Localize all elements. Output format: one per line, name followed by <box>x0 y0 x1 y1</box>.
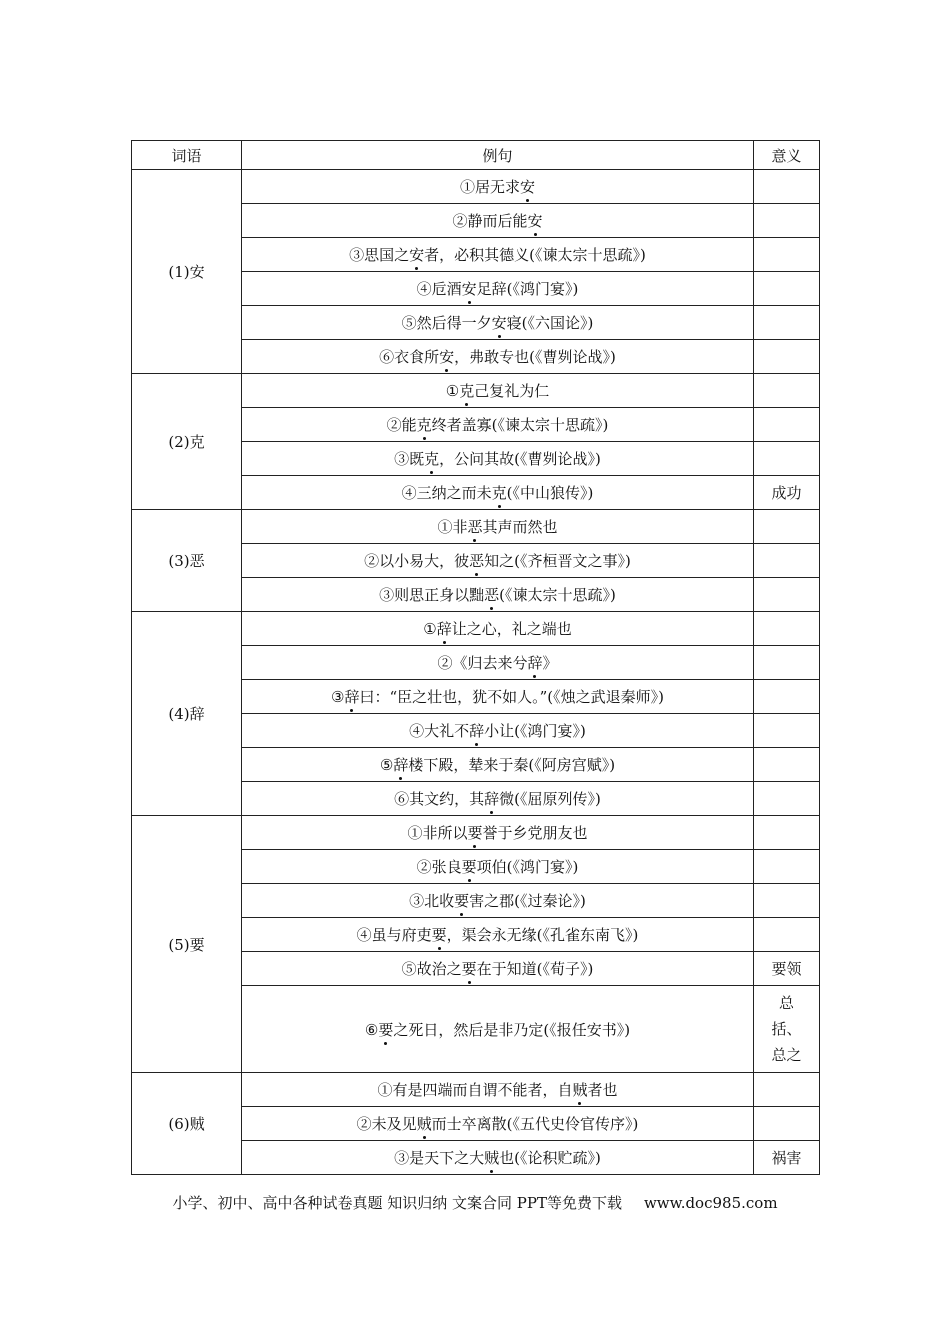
key-character: 克 <box>424 450 440 468</box>
sentence-after: 寝(《六国论》) <box>506 314 594 332</box>
key-character: 克 <box>416 416 432 434</box>
sentence-cell <box>242 272 754 306</box>
sentence-before: ④卮酒 <box>416 280 462 298</box>
meaning-cell <box>754 170 820 204</box>
sentence-before: ④大礼不 <box>409 722 470 740</box>
meaning-cell <box>754 408 820 442</box>
sentence-after: ，渠会永无缘(《孔雀东南飞》) <box>446 926 639 944</box>
sentence-before: ②张良 <box>416 858 462 876</box>
sentence-cell <box>242 952 754 986</box>
header-sentence: 例句 <box>242 141 754 170</box>
word-cell: (3)恶 <box>132 510 242 612</box>
header-meaning: 意义 <box>754 141 820 170</box>
table-row <box>132 374 820 408</box>
sentence-cell <box>242 646 754 680</box>
sentence-before: ⑤然后得一夕 <box>401 314 492 332</box>
word-cell: (4)辞 <box>132 612 242 816</box>
table-row <box>132 816 820 850</box>
sentence-cell <box>242 204 754 238</box>
sentence-before: ① <box>445 382 460 400</box>
sentence-before: ⑤故治之 <box>401 960 462 978</box>
meaning-cell <box>754 238 820 272</box>
sentence-cell <box>242 408 754 442</box>
sentence-before: ⑤ <box>379 756 394 774</box>
meaning-cell <box>754 272 820 306</box>
sentence-after: ，弗敢专也(《曹刿论战》) <box>454 348 616 366</box>
sentence-cell <box>242 476 754 510</box>
sentence-before: ②《归去来兮 <box>437 654 528 672</box>
key-character: 恶 <box>484 586 500 604</box>
sentence-after: (《谏太宗十思疏》) <box>499 586 616 604</box>
sentence-after: 也(《论积贮疏》) <box>499 1149 601 1167</box>
table-row <box>132 510 820 544</box>
table-row <box>132 612 820 646</box>
sentence-before: ①有是四端而自谓不能者，自 <box>377 1081 573 1099</box>
sentence-cell <box>242 918 754 952</box>
key-character: 恶 <box>467 518 483 536</box>
sentence-after: 誉于乡党朋友也 <box>482 824 588 842</box>
sentence-cell <box>242 850 754 884</box>
key-character: 辞 <box>393 756 409 774</box>
sentence-after: 终者盖寡(《谏太宗十思疏》) <box>431 416 609 434</box>
meaning-cell <box>754 646 820 680</box>
meaning-cell <box>754 748 820 782</box>
sentence-before: ① <box>423 620 437 638</box>
sentence-cell <box>242 714 754 748</box>
sentence-before: ④虽与府吏 <box>356 926 432 944</box>
sentence-before: ③ <box>330 688 345 706</box>
meaning-cell <box>754 612 820 646</box>
key-character: 恶 <box>469 552 485 570</box>
sentence-cell <box>242 340 754 374</box>
meaning-cell <box>754 816 820 850</box>
sentence-after: 知之(《齐桓晋文之事》) <box>484 552 631 570</box>
table-header-row <box>132 141 820 170</box>
key-character: 安 <box>461 280 477 298</box>
sentence-after: 足辞(《鸿门宴》) <box>476 280 579 298</box>
sentence-before: ②静而后能 <box>452 212 528 230</box>
key-character: 贼 <box>416 1115 432 1133</box>
sentence-after: 让之心，礼之端也 <box>451 620 572 638</box>
sentence-before: ⑥其文约，其 <box>394 790 485 808</box>
key-character: 克 <box>491 484 507 502</box>
sentence-cell <box>242 1141 754 1175</box>
sentence-cell <box>242 170 754 204</box>
table-row <box>132 1073 820 1107</box>
sentence-cell <box>242 374 754 408</box>
meaning-cell: 祸害 <box>754 1141 820 1175</box>
sentence-after: 》 <box>542 654 558 672</box>
sentence-after: 小让(《鸿门宴》) <box>484 722 586 740</box>
key-character: 安 <box>439 348 455 366</box>
sentence-cell <box>242 816 754 850</box>
key-character: 辞 <box>527 654 543 672</box>
sentence-after: 而士卒离散(《五代史伶官传序》) <box>431 1115 639 1133</box>
key-character: 安 <box>409 246 425 264</box>
sentence-cell <box>242 442 754 476</box>
meaning-cell: 要领 <box>754 952 820 986</box>
meaning-cell <box>754 1107 820 1141</box>
meaning-cell <box>754 544 820 578</box>
footer-site: www.doc985.com <box>643 1194 778 1212</box>
meaning-cell <box>754 1073 820 1107</box>
sentence-cell <box>242 884 754 918</box>
sentence-cell <box>242 782 754 816</box>
sentence-cell <box>242 238 754 272</box>
key-character: 克 <box>459 382 475 400</box>
sentence-before: ①居无求 <box>459 178 520 196</box>
sentence-after: ，公问其故(《曹刿论战》) <box>439 450 601 468</box>
footer-text: 小学、初中、高中各种试卷真题 知识归纳 文案合同 PPT等免费下载 <box>172 1194 622 1212</box>
meaning-cell <box>754 510 820 544</box>
meaning-cell <box>754 374 820 408</box>
word-cell: (1)安 <box>132 170 242 374</box>
key-character: 安 <box>520 178 536 196</box>
sentence-cell <box>242 544 754 578</box>
sentence-after: 之死日，然后是非乃定(《报任安书》) <box>393 1020 631 1039</box>
sentence-after: 己复礼为仁 <box>474 382 550 400</box>
sentence-after: 在于知道(《荀子》) <box>476 960 594 978</box>
key-character: 要 <box>378 1020 394 1039</box>
table-row <box>132 170 820 204</box>
key-character: 贼 <box>484 1149 500 1167</box>
sentence-after: 曰：“臣之壮也，犹不如人。”(《烛之武退秦师》) <box>359 688 664 706</box>
key-character: 辞 <box>484 790 500 808</box>
sentence-before: ①非所以 <box>407 824 468 842</box>
sentence-after: 者也 <box>587 1081 618 1099</box>
word-cell: (6)贼 <box>132 1073 242 1175</box>
sentence-after: (《中山狼传》) <box>506 484 594 502</box>
meaning-cell <box>754 884 820 918</box>
sentence-after: 者，必积其德义(《谏太宗十思疏》) <box>424 246 646 264</box>
sentence-after: 项伯(《鸿门宴》) <box>476 858 579 876</box>
sentence-before: ②以小易大，彼 <box>364 552 470 570</box>
sentence-before: ③则思正身以黜 <box>379 586 485 604</box>
page-footer <box>0 1192 950 1213</box>
key-character: 安 <box>491 314 507 332</box>
sentence-cell <box>242 680 754 714</box>
meaning-cell <box>754 680 820 714</box>
vocabulary-table <box>131 140 820 1175</box>
sentence-after: 其声而然也 <box>482 518 558 536</box>
sentence-before: ③既 <box>394 450 425 468</box>
key-character: 安 <box>527 212 543 230</box>
sentence-before: ①非 <box>437 518 468 536</box>
meaning-line: 括、 <box>771 1020 802 1038</box>
sentence-before: ⑥ <box>364 1020 379 1039</box>
meaning-line: 总之 <box>771 1046 802 1064</box>
word-cell: (5)要 <box>132 816 242 1073</box>
sentence-before: ⑥衣食所 <box>379 348 440 366</box>
meaning-cell <box>754 442 820 476</box>
sentence-cell <box>242 1107 754 1141</box>
sentence-cell <box>242 986 754 1073</box>
key-character: 要 <box>461 960 477 978</box>
key-character: 要 <box>461 858 477 876</box>
meaning-cell <box>754 986 820 1073</box>
sentence-cell <box>242 748 754 782</box>
sentence-before: ③思国之 <box>349 246 410 264</box>
sentence-after: 微(《屈原列传》) <box>499 790 601 808</box>
sentence-before: ②能 <box>386 416 417 434</box>
meaning-cell <box>754 578 820 612</box>
meaning-cell <box>754 850 820 884</box>
sentence-before: ④三纳之而未 <box>401 484 492 502</box>
key-character: 辞 <box>436 620 452 638</box>
meaning-cell <box>754 714 820 748</box>
meaning-cell <box>754 782 820 816</box>
meaning-cell <box>754 340 820 374</box>
key-character: 贼 <box>572 1081 588 1099</box>
word-cell: (2)克 <box>132 374 242 510</box>
sentence-cell <box>242 510 754 544</box>
key-character: 要 <box>454 892 470 910</box>
header-word: 词语 <box>132 141 242 170</box>
meaning-cell <box>754 306 820 340</box>
sentence-before: ②未及见 <box>356 1115 417 1133</box>
sentence-before: ③北收 <box>409 892 455 910</box>
key-character: 辞 <box>344 688 360 706</box>
sentence-cell <box>242 612 754 646</box>
key-character: 要 <box>467 824 483 842</box>
meaning-cell: 成功 <box>754 476 820 510</box>
sentence-after: 害之郡(《过秦论》) <box>469 892 586 910</box>
sentence-after: 楼下殿，辇来于秦(《阿房宫赋》) <box>408 756 616 774</box>
sentence-cell <box>242 578 754 612</box>
meaning-cell <box>754 918 820 952</box>
sentence-cell <box>242 1073 754 1107</box>
key-character: 辞 <box>469 722 485 740</box>
meaning-line: 总 <box>778 994 794 1012</box>
sentence-before: ③是天下之大 <box>394 1149 485 1167</box>
vocabulary-table-body <box>132 141 820 1175</box>
key-character: 要 <box>431 926 447 944</box>
sentence-cell <box>242 306 754 340</box>
meaning-cell <box>754 204 820 238</box>
